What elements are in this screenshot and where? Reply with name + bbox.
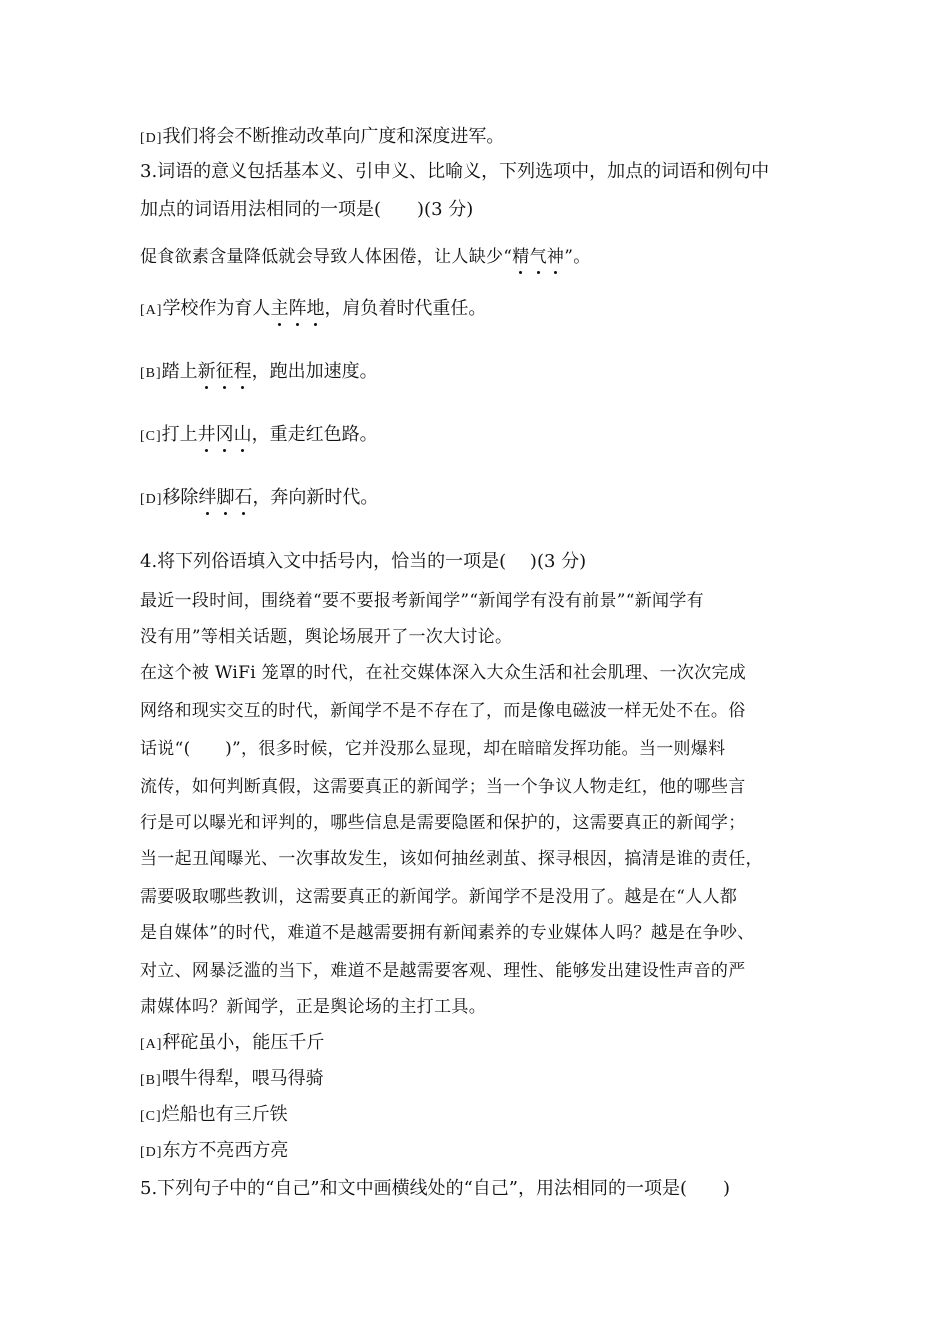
- q4-passage-line: 当一起丑闻曝光、一次事故发生，该如何抽丝剥茧、探寻根因，搞清是谁的责任，: [140, 849, 763, 869]
- q4-option-a: [A]秤砣虽小，能压千斤: [140, 1032, 325, 1053]
- dotted-char: 神: [546, 247, 565, 267]
- q4-passage-line: 网络和现实交互的时代，新闻学不是不存在了，而是像电磁波一样无处不在。俗: [140, 701, 746, 721]
- option-tag: [C]: [140, 429, 162, 444]
- dotted-char: 石: [234, 487, 253, 508]
- dotted-char: 主: [270, 298, 289, 319]
- option-tag: [A]: [140, 303, 163, 318]
- dotted-char: 冈: [215, 424, 234, 445]
- q4-passage-line: 在这个被 WiFi 笼罩的时代，在社交媒体深入大众生活和社会肌理、一次次完成: [140, 663, 747, 683]
- dotted-char: 精: [512, 247, 530, 267]
- q4-passage-line: 对立、网暴泛滥的当下，难道不是越需要客观、理性、能够发出建设性声音的严: [140, 961, 746, 981]
- dotted-char: 山: [233, 424, 252, 445]
- q3-stem-line-2: 加点的词语用法相同的一项是( )(3 分): [140, 199, 474, 220]
- q3-option-a: [A]学校作为育人主阵地，肩负着时代重任。: [140, 298, 487, 319]
- dotted-char: 新: [197, 361, 216, 382]
- q4-stem: 4.将下列俗语填入文中括号内，恰当的一项是( )(3 分): [140, 551, 587, 572]
- dotted-char: 脚: [216, 487, 235, 508]
- option-tag: [D]: [140, 492, 163, 507]
- dotted-char: 程: [233, 361, 252, 382]
- q4-passage-line: 行是可以曝光和评判的，哪些信息是需要隐匿和保护的，这需要真正的新闻学；: [140, 813, 746, 833]
- dotted-char: 地: [306, 298, 325, 319]
- q4-passage-line: 最近一段时间，围绕着“要不要报考新闻学”“新闻学有没有前景”“新闻学有: [140, 591, 704, 611]
- option-text: 我们将会不断推动改革向广度和深度进军。: [162, 126, 505, 147]
- q3-option-c: [C]打上井冈山，重走红色路。: [140, 424, 378, 445]
- q4-option-b: [B]喂牛得犁，喂马得骑: [140, 1068, 324, 1089]
- dotted-char: 井: [197, 424, 216, 445]
- dotted-char: 气: [529, 247, 547, 267]
- q4-passage-line: 需要吸取哪些教训，这需要真正的新闻学。新闻学不是没用了。越是在“人人都: [140, 887, 738, 907]
- q5-stem: 5.下列句子中的“自己”和文中画横线处的“自己”，用法相同的一项是( ): [140, 1178, 731, 1199]
- q4-passage-line: 没有用”等相关话题，舆论场展开了一次大讨论。: [140, 627, 513, 647]
- q4-passage-line: 肃媒体吗？新闻学，正是舆论场的主打工具。: [140, 997, 486, 1017]
- dotted-char: 征: [215, 361, 234, 382]
- option-tag: [D]: [140, 1145, 163, 1160]
- dotted-char: 绊: [198, 487, 217, 508]
- q4-passage-line: 流传，如何判断真假，这需要真正的新闻学；当一个争议人物走红，他的哪些言: [140, 777, 746, 797]
- dotted-char: 阵: [288, 298, 307, 319]
- q4-passage-line: 话说“( )”，很多时候，它并没那么显现，却在暗暗发挥功能。当一则爆料: [140, 739, 726, 759]
- q3-example-sentence: 促食欲素含量降低就会导致人体困倦，让人缺少“精气神”。: [140, 247, 591, 267]
- option-tag: [A]: [140, 1037, 163, 1052]
- q3-option-d: [D]移除绊脚石，奔向新时代。: [140, 487, 379, 508]
- q4-option-d: [D]东方不亮西方亮: [140, 1140, 289, 1161]
- option-tag: [D]: [140, 131, 163, 146]
- option-tag: [B]: [140, 366, 162, 381]
- q3-option-b: [B]踏上新征程，跑出加速度。: [140, 361, 378, 382]
- q4-option-c: [C]烂船也有三斤铁: [140, 1104, 288, 1125]
- option-tag: [C]: [140, 1109, 162, 1124]
- q3-stem-line-1: 3.词语的意义包括基本义、引申义、比喻义，下列选项中，加点的词语和例句中: [140, 161, 770, 182]
- option-tag: [B]: [140, 1073, 162, 1088]
- q4-passage-line: 是自媒体”的时代，难道不是越需要拥有新闻素养的专业媒体人吗？越是在争吵、: [140, 923, 755, 943]
- q2-option-d: [140, 126, 504, 150]
